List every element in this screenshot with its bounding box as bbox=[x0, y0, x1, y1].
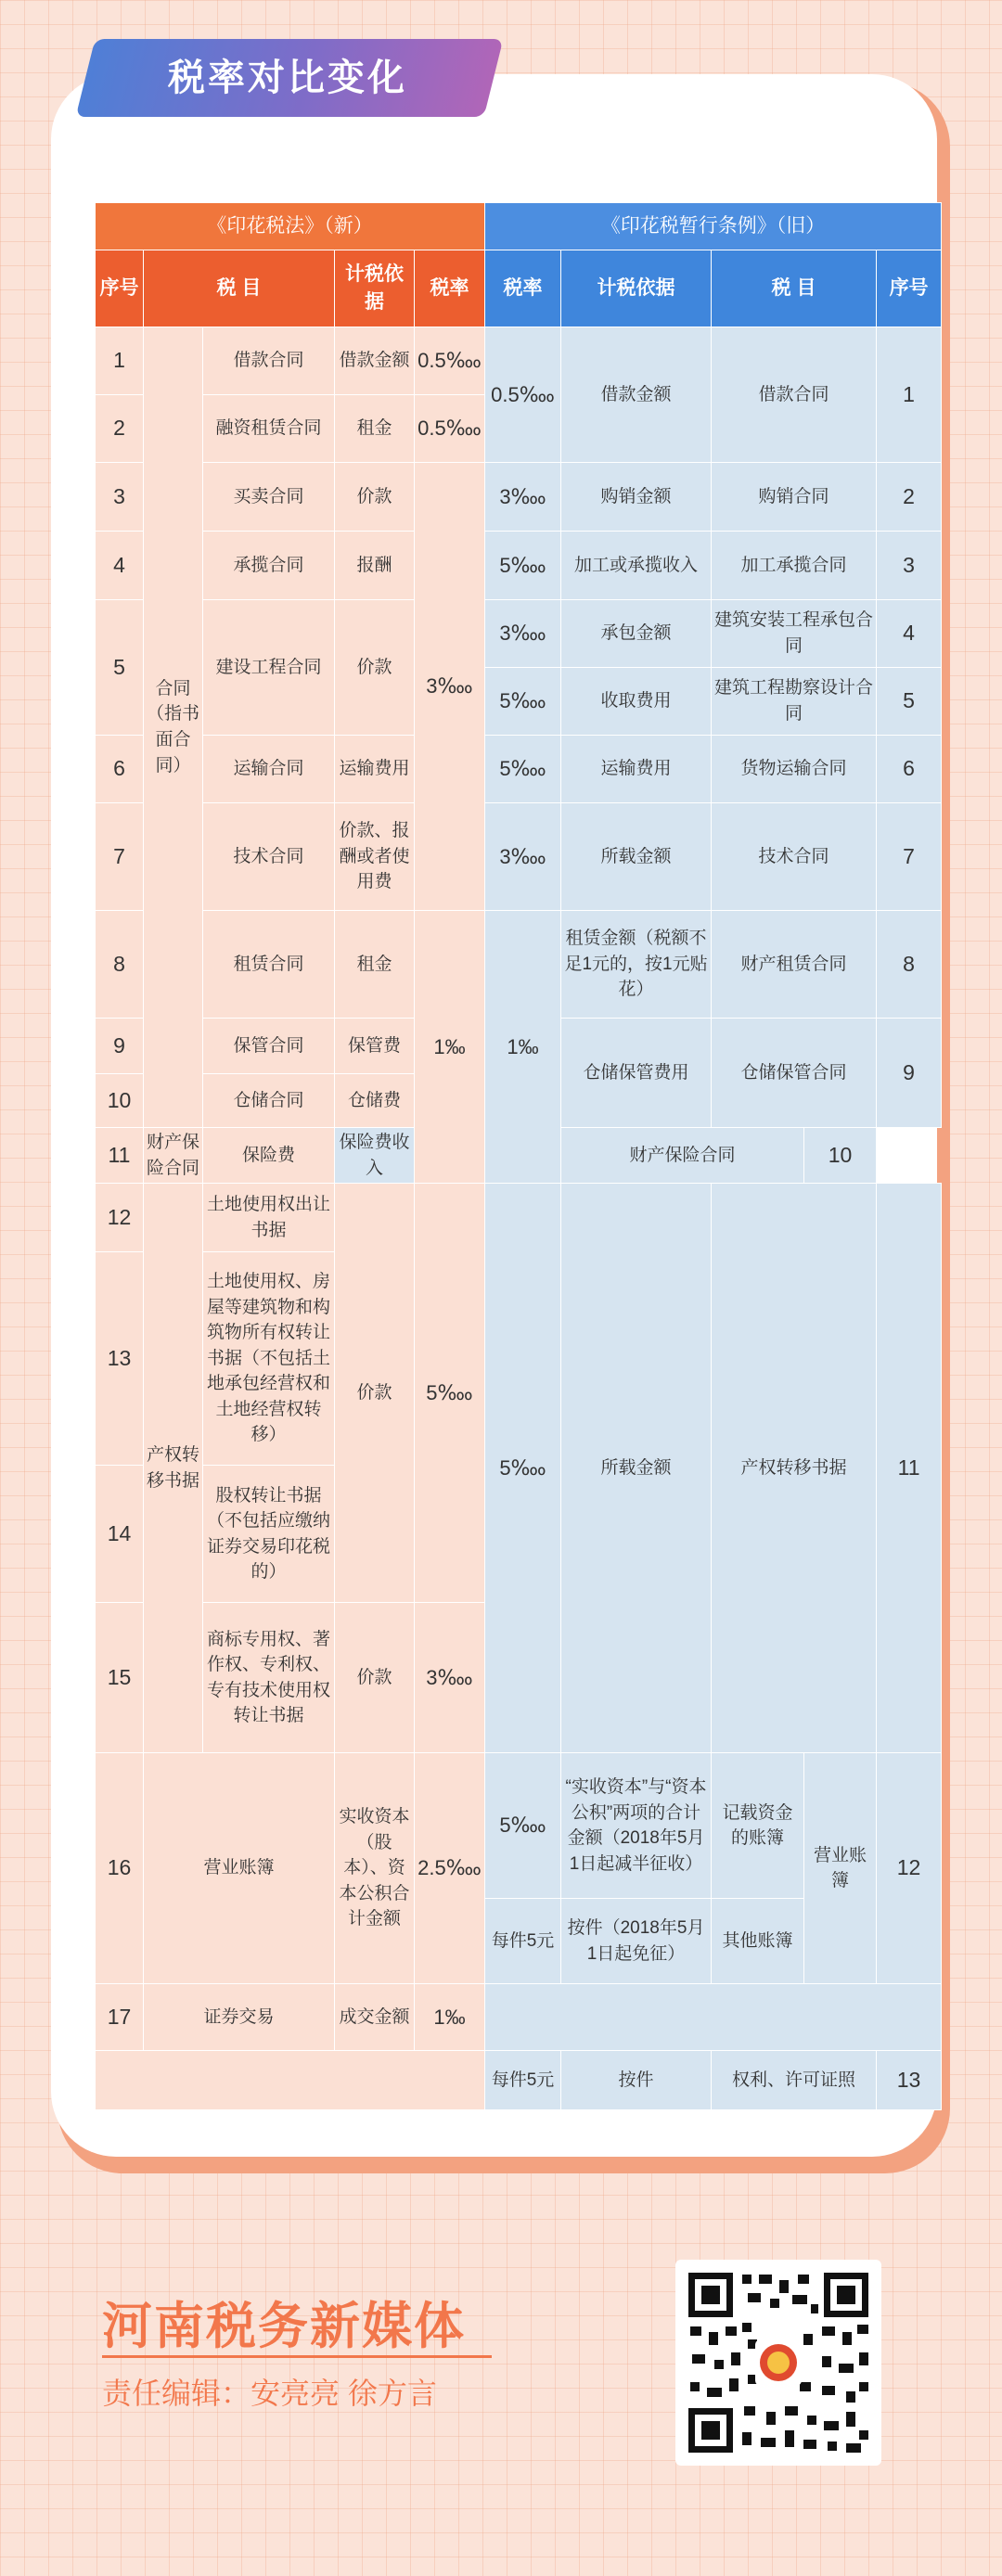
item-cell: 租赁合同 bbox=[203, 911, 335, 1019]
table-row bbox=[96, 803, 942, 911]
old-item-cell: 财产租赁合同 bbox=[712, 911, 877, 1019]
seq-cell: 3 bbox=[96, 463, 144, 532]
table-row bbox=[96, 2051, 942, 2110]
old-item-cell: 仓储保管合同 bbox=[712, 1019, 877, 1128]
rate-cell: 5‱ bbox=[415, 1184, 485, 1603]
old-item-cell: 购销合同 bbox=[712, 463, 877, 532]
item-cell: 建设工程合同 bbox=[203, 600, 335, 736]
old-seq-cell: 4 bbox=[877, 600, 942, 668]
qr-code-icon bbox=[683, 2267, 874, 2458]
seq-cell: 5 bbox=[96, 600, 144, 736]
item-cell: 融资租赁合同 bbox=[203, 395, 335, 463]
rate-cell: 1‰ bbox=[415, 1984, 485, 2051]
basis-cell: 运输费用 bbox=[335, 736, 415, 803]
table-row bbox=[96, 463, 942, 532]
item-cell: 保管合同 bbox=[203, 1019, 335, 1074]
rate-cell: 1‰ bbox=[415, 911, 485, 1184]
old-rate-cell: 5‱ bbox=[485, 668, 561, 736]
old-rate-cell: 1‰ bbox=[485, 911, 561, 1184]
item-cell: 买卖合同 bbox=[203, 463, 335, 532]
old-law-header: 《印花税暂行条例》（旧） bbox=[485, 203, 942, 250]
table-row bbox=[96, 1984, 942, 2051]
old-item-cell: 产权转移书据 bbox=[712, 1184, 877, 1753]
table-row bbox=[96, 532, 942, 600]
page-title: 税率对比变化 bbox=[168, 58, 407, 98]
old-item-cell: 建筑安装工程承包合同 bbox=[712, 600, 877, 668]
old-basis-cell: 承包金额 bbox=[561, 600, 712, 668]
seq-cell: 9 bbox=[96, 1019, 144, 1074]
old-item-cell: 其他账簿 bbox=[712, 1899, 804, 1984]
item-cell: 土地使用权、房屋等建筑物和构筑物所有权转让书据（不包括土地承包经营权和土地经营权转移） bbox=[203, 1252, 335, 1466]
rate-cell: 3‱ bbox=[415, 463, 485, 911]
rate-cell: 2.5‱ bbox=[415, 1753, 485, 1984]
old-rate-cell: 5‱ bbox=[485, 532, 561, 600]
basis-cell: 成交金额 bbox=[335, 1984, 415, 2051]
table-row bbox=[96, 911, 942, 1019]
old-basis-cell: 所载金额 bbox=[561, 803, 712, 911]
header-basis-old: 计税依据 bbox=[561, 250, 712, 327]
transfer-group-cell: 产权转移书据 bbox=[144, 1184, 203, 1753]
seq-cell: 8 bbox=[96, 911, 144, 1019]
header-item-old: 税 目 bbox=[712, 250, 877, 327]
rate-cell: 3‱ bbox=[415, 1603, 485, 1753]
old-rate-cell: 5‱ bbox=[485, 1753, 561, 1899]
table-header-row-2 bbox=[96, 250, 942, 327]
basis-cell: 租金 bbox=[335, 395, 415, 463]
item-cell: 技术合同 bbox=[203, 803, 335, 911]
old-basis-cell: “实收资本”与“资本公积”两项的合计金额（2018年5月1日起减半征收） bbox=[561, 1753, 712, 1899]
item-cell: 运输合同 bbox=[203, 736, 335, 803]
rate-cell: 0.5‱ bbox=[415, 327, 485, 395]
basis-cell: 报酬 bbox=[335, 532, 415, 600]
old-basis-cell: 按件（2018年5月1日起免征） bbox=[561, 1899, 712, 1984]
seq-cell: 12 bbox=[96, 1184, 144, 1252]
basis-cell: 保险费 bbox=[203, 1128, 335, 1184]
header-rate-new: 税率 bbox=[415, 250, 485, 327]
old-seq-cell: 12 bbox=[877, 1753, 942, 1984]
seq-cell: 16 bbox=[96, 1753, 144, 1984]
old-item-cell: 记载资金的账簿 bbox=[712, 1753, 804, 1899]
old-seq-cell: 3 bbox=[877, 532, 942, 600]
item-cell: 股权转让书据（不包括应缴纳证券交易印花税的） bbox=[203, 1466, 335, 1603]
table-row bbox=[96, 327, 942, 395]
table-header-row-1 bbox=[96, 203, 942, 250]
old-rate-cell: 3‱ bbox=[485, 803, 561, 911]
old-seq-cell: 8 bbox=[877, 911, 942, 1019]
item-cell: 土地使用权出让书据 bbox=[203, 1184, 335, 1252]
item-cell: 证券交易 bbox=[144, 1984, 335, 2051]
new-law-header: 《印花税法》（新） bbox=[96, 203, 485, 250]
basis-cell: 实收资本（股本）、资本公积合计金额 bbox=[335, 1753, 415, 1984]
basis-cell: 价款 bbox=[335, 463, 415, 532]
table-row bbox=[96, 1753, 942, 1899]
old-basis-cell: 加工或承揽收入 bbox=[561, 532, 712, 600]
seq-cell: 1 bbox=[96, 327, 144, 395]
item-cell: 仓储合同 bbox=[203, 1074, 335, 1128]
old-basis-cell: 借款金额 bbox=[561, 327, 712, 463]
old-seq-cell: 9 bbox=[877, 1019, 942, 1128]
old-rate-cell: 5‱ bbox=[485, 1184, 561, 1753]
old-seq-cell: 13 bbox=[877, 2051, 942, 2110]
basis-cell: 仓储费 bbox=[335, 1074, 415, 1128]
item-cell: 营业账簿 bbox=[144, 1753, 335, 1984]
footer-brand: 河南税务新媒体 bbox=[102, 2299, 466, 2354]
table-row bbox=[96, 736, 942, 803]
old-seq-cell: 5 bbox=[877, 668, 942, 736]
seq-cell: 14 bbox=[96, 1466, 144, 1603]
header-basis-new: 计税依据 bbox=[335, 250, 415, 327]
contract-group-cell: 合同（指书面合同） bbox=[144, 327, 203, 1128]
basis-cell: 价款 bbox=[335, 600, 415, 736]
old-seq-cell: 10 bbox=[804, 1128, 877, 1184]
table-row bbox=[96, 1184, 942, 1252]
old-rate-cell: 0.5‱ bbox=[485, 327, 561, 463]
old-seq-cell: 11 bbox=[877, 1184, 942, 1753]
old-basis-cell: 仓储保管费用 bbox=[561, 1019, 712, 1128]
old-seq-cell: 1 bbox=[877, 327, 942, 463]
header-rate-old: 税率 bbox=[485, 250, 561, 327]
old-item-cell: 财产保险合同 bbox=[561, 1128, 804, 1184]
header-seq-old: 序号 bbox=[877, 250, 942, 327]
old-basis-cell: 收取费用 bbox=[561, 668, 712, 736]
basis-cell: 保管费 bbox=[335, 1019, 415, 1074]
basis-cell: 借款金额 bbox=[335, 327, 415, 395]
basis-cell: 价款 bbox=[335, 1603, 415, 1753]
qr-code[interactable] bbox=[675, 2260, 881, 2466]
old-rate-cell: 3‱ bbox=[485, 463, 561, 532]
seq-cell: 17 bbox=[96, 1984, 144, 2051]
old-item-cell: 加工承揽合同 bbox=[712, 532, 877, 600]
old-basis-cell: 按件 bbox=[561, 2051, 712, 2110]
footer-editor: 责任编辑：安亮亮 徐方言 bbox=[102, 2377, 437, 2410]
old-item-cell: 权利、许可证照 bbox=[712, 2051, 877, 2110]
seq-cell: 13 bbox=[96, 1252, 144, 1466]
table-row bbox=[96, 600, 942, 668]
old-rate-cell: 3‱ bbox=[485, 600, 561, 668]
old-item-cell: 建筑工程勘察设计合同 bbox=[712, 668, 877, 736]
footer-divider bbox=[102, 2355, 492, 2358]
seq-cell: 2 bbox=[96, 395, 144, 463]
old-item-cell: 货物运输合同 bbox=[712, 736, 877, 803]
header-item-new: 税 目 bbox=[144, 250, 335, 327]
old-seq-cell: 2 bbox=[877, 463, 942, 532]
empty-cell bbox=[96, 2051, 485, 2110]
seq-cell: 10 bbox=[96, 1074, 144, 1128]
old-basis-cell: 购销金额 bbox=[561, 463, 712, 532]
old-seq-cell: 6 bbox=[877, 736, 942, 803]
item-cell: 借款合同 bbox=[203, 327, 335, 395]
old-basis-cell: 保险费收入 bbox=[335, 1128, 415, 1184]
old-basis-cell: 租赁金额（税额不足1元的，按1元贴花） bbox=[561, 911, 712, 1019]
old-rate-cell: 每件5元 bbox=[485, 2051, 561, 2110]
old-item-cell: 借款合同 bbox=[712, 327, 877, 463]
old-basis-cell: 所载金额 bbox=[561, 1184, 712, 1753]
old-item-cell: 技术合同 bbox=[712, 803, 877, 911]
old-seq-cell: 7 bbox=[877, 803, 942, 911]
rate-cell: 0.5‱ bbox=[415, 395, 485, 463]
seq-cell: 15 bbox=[96, 1603, 144, 1753]
seq-cell: 11 bbox=[96, 1128, 144, 1184]
header-seq-new: 序号 bbox=[96, 250, 144, 327]
item-cell: 承揽合同 bbox=[203, 532, 335, 600]
old-rate-cell: 5‱ bbox=[485, 736, 561, 803]
seq-cell: 4 bbox=[96, 532, 144, 600]
seq-cell: 6 bbox=[96, 736, 144, 803]
old-rate-cell: 每件5元 bbox=[485, 1899, 561, 1984]
empty-cell bbox=[485, 1984, 942, 2051]
basis-cell: 租金 bbox=[335, 911, 415, 1019]
old-item-group-cell: 营业账簿 bbox=[804, 1753, 877, 1984]
item-cell: 财产保险合同 bbox=[144, 1128, 203, 1184]
basis-cell: 价款、报酬或者使用费 bbox=[335, 803, 415, 911]
tax-rate-comparison-table bbox=[95, 202, 942, 2110]
old-basis-cell: 运输费用 bbox=[561, 736, 712, 803]
item-cell: 商标专用权、著作权、专利权、专有技术使用权转让书据 bbox=[203, 1603, 335, 1753]
basis-cell: 价款 bbox=[335, 1184, 415, 1603]
seq-cell: 7 bbox=[96, 803, 144, 911]
